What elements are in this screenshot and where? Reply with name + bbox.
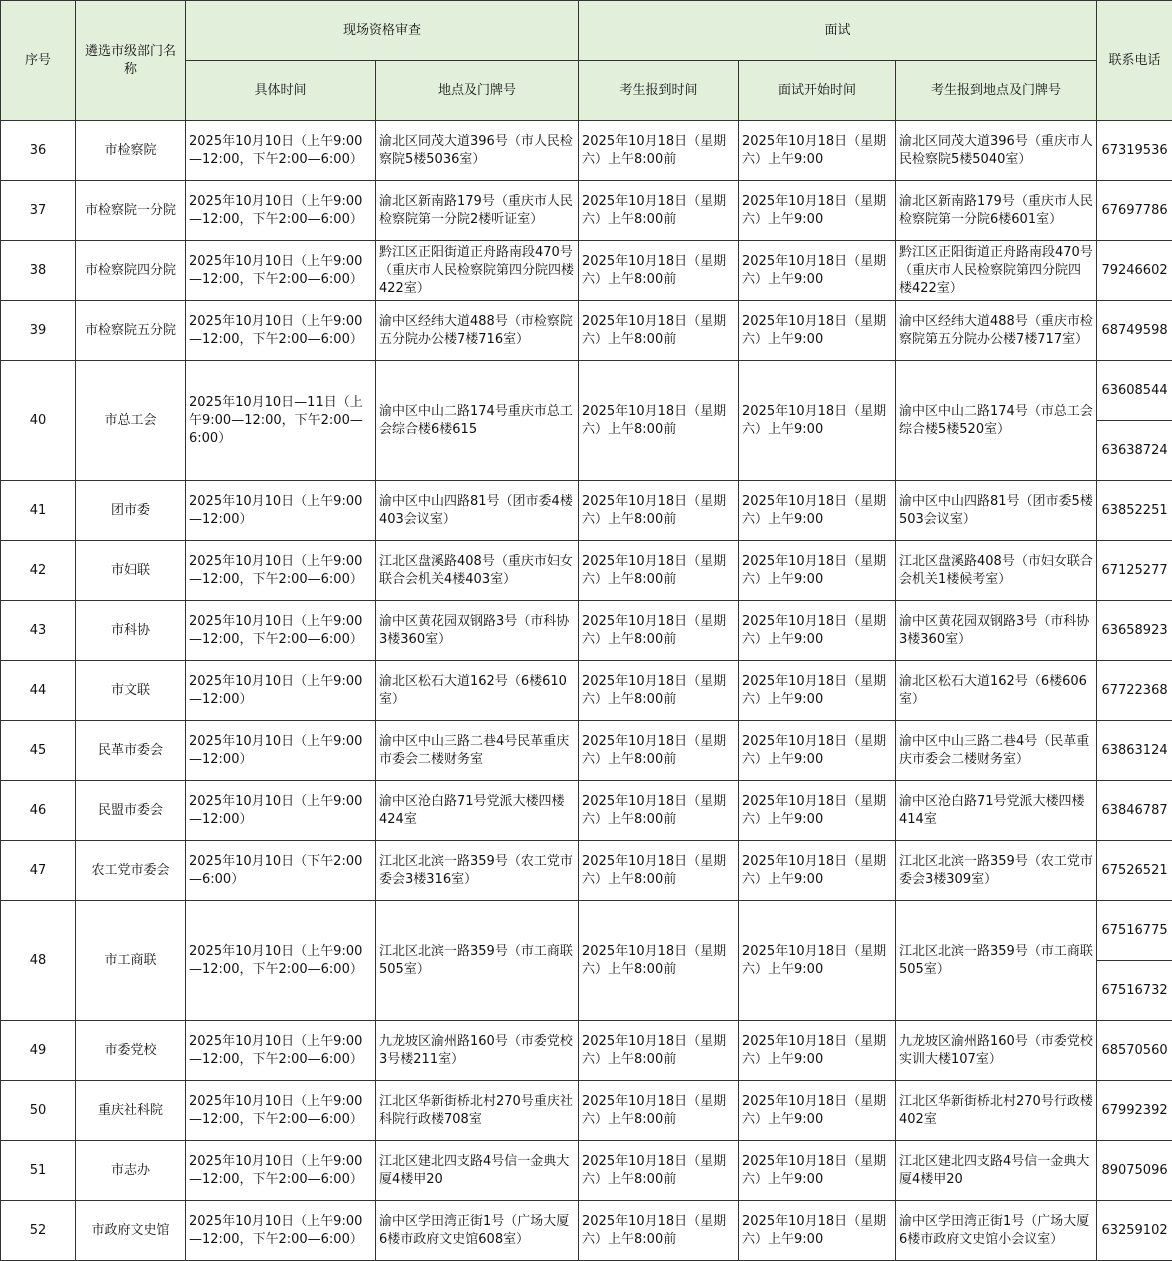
checkin-time: 2025年10月18日（星期六）上午8:00前 [579,481,739,541]
review-place: 黔江区正阳街道正舟路南段470号（重庆市人民检察院第四分院四楼422室） [376,241,579,301]
review-place: 渝北区松石大道162号（6楼610室） [376,661,579,721]
checkin-time: 2025年10月18日（星期六）上午8:00前 [579,1141,739,1201]
interview-start-time: 2025年10月18日（星期六）上午9:00 [739,181,896,241]
interview-start-time: 2025年10月18日（星期六）上午9:00 [739,241,896,301]
review-place: 江北区北滨一路359号（农工党市委会3楼316室） [376,841,579,901]
review-time: 2025年10月10日（上午9:00—12:00） [186,721,376,781]
row-number: 43 [1,601,76,661]
contact-phone: 67125277 [1097,541,1172,601]
table-header [1,1,1172,121]
checkin-time: 2025年10月18日（星期六）上午8:00前 [579,661,739,721]
department-name: 市总工会 [76,361,186,481]
department-name: 市检察院一分院 [76,181,186,241]
review-place: 渝中区黄花园双钢路3号（市科协3楼360室） [376,601,579,661]
interview-start-time: 2025年10月18日（星期六）上午9:00 [739,721,896,781]
interview-start-time: 2025年10月18日（星期六）上午9:00 [739,121,896,181]
contact-phone: 67992392 [1097,1081,1172,1141]
row-number: 40 [1,361,76,481]
review-place: 渝中区中山二路174号重庆市总工会综合楼6楼615 [376,361,579,481]
interview-start-time: 2025年10月18日（星期六）上午9:00 [739,1141,896,1201]
row-number: 52 [1,1201,76,1261]
header-place: 地点及门牌号 [376,61,579,121]
department-name: 农工党市委会 [76,841,186,901]
checkin-time: 2025年10月18日（星期六）上午8:00前 [579,241,739,301]
checkin-place: 渝中区沧白路71号党派大楼四楼414室 [896,781,1097,841]
contact-phone: 63658923 [1097,601,1172,661]
checkin-place: 渝北区同茂大道396号（重庆市人民检察院5楼5040室） [896,121,1097,181]
checkin-time: 2025年10月18日（星期六）上午8:00前 [579,901,739,1021]
review-place: 江北区北滨一路359号（市工商联505室） [376,901,579,1021]
checkin-time: 2025年10月18日（星期六）上午8:00前 [579,781,739,841]
checkin-time: 2025年10月18日（星期六）上午8:00前 [579,721,739,781]
row-number: 36 [1,121,76,181]
checkin-time: 2025年10月18日（星期六）上午8:00前 [579,1081,739,1141]
review-place: 江北区建北四支路4号信一金典大厦4楼甲20 [376,1141,579,1201]
contact-phone: 63638724 [1097,421,1172,481]
row-number: 48 [1,901,76,1021]
department-name: 团市委 [76,481,186,541]
review-time: 2025年10月10日（下午2:00—6:00） [186,841,376,901]
checkin-place: 渝中区中山四路81号（团市委5楼503会议室） [896,481,1097,541]
table-row [1,541,1172,601]
table-row [1,121,1172,181]
review-place: 渝中区中山四路81号（团市委4楼403会议室） [376,481,579,541]
review-place: 渝北区同茂大道396号（市人民检察院5楼5036室） [376,121,579,181]
interview-start-time: 2025年10月18日（星期六）上午9:00 [739,781,896,841]
checkin-place: 渝中区中山三路二巷4号（民革重庆市委会二楼财务室） [896,721,1097,781]
review-place: 江北区盘溪路408号（重庆市妇女联合会机关4楼403室） [376,541,579,601]
table-row [1,601,1172,661]
table-row [1,481,1172,541]
review-place: 渝中区沧白路71号党派大楼四楼424室 [376,781,579,841]
review-time: 2025年10月10日（上午9:00—12:00，下午2:00—6:00） [186,1201,376,1261]
row-number: 41 [1,481,76,541]
header-seq: 序号 [1,1,76,121]
review-place: 渝北区新南路179号（重庆市人民检察院第一分院2楼听证室） [376,181,579,241]
interview-start-time: 2025年10月18日（星期六）上午9:00 [739,601,896,661]
table-row [1,841,1172,901]
checkin-place: 江北区北滨一路359号（市工商联505室） [896,901,1097,1021]
checkin-time: 2025年10月18日（星期六）上午8:00前 [579,841,739,901]
department-name: 民盟市委会 [76,781,186,841]
checkin-place: 渝中区中山二路174号（市总工会综合楼5楼520室） [896,361,1097,481]
checkin-place: 江北区北滨一路359号（农工党市委会3楼309室） [896,841,1097,901]
checkin-time: 2025年10月18日（星期六）上午8:00前 [579,361,739,481]
checkin-place: 江北区建北四支路4号信一金典大厦4楼甲20 [896,1141,1097,1201]
table-row [1,361,1172,421]
checkin-place: 江北区盘溪路408号（市妇女联合会机关1楼候考室） [896,541,1097,601]
table-row [1,1201,1172,1261]
contact-phone: 68570560 [1097,1021,1172,1081]
contact-phone: 63259102 [1097,1201,1172,1261]
interview-start-time: 2025年10月18日（星期六）上午9:00 [739,1081,896,1141]
review-place: 渝中区经纬大道488号（市检察院五分院办公楼7楼716室） [376,301,579,361]
contact-phone: 67516732 [1097,961,1172,1021]
interview-start-time: 2025年10月18日（星期六）上午9:00 [739,1201,896,1261]
table-row [1,661,1172,721]
contact-phone: 67516775 [1097,901,1172,961]
header-qualification-review: 现场资格审查 [186,1,579,61]
review-place: 江北区华新街桥北村270号重庆社科院行政楼708室 [376,1081,579,1141]
row-number: 42 [1,541,76,601]
checkin-time: 2025年10月18日（星期六）上午8:00前 [579,121,739,181]
checkin-place: 江北区华新街桥北村270号行政楼402室 [896,1081,1097,1141]
contact-phone: 67722368 [1097,661,1172,721]
review-place: 九龙坡区渝州路160号（市委党校3号楼211室） [376,1021,579,1081]
row-number: 39 [1,301,76,361]
review-time: 2025年10月10日（上午9:00—12:00，下午2:00—6:00） [186,241,376,301]
department-name: 市检察院五分院 [76,301,186,361]
checkin-place: 渝中区学田湾正街1号（广场大厦6楼市政府文史馆小会议室） [896,1201,1097,1261]
review-time: 2025年10月10日（上午9:00—12:00，下午2:00—6:00） [186,181,376,241]
row-number: 45 [1,721,76,781]
review-time: 2025年10月10日（上午9:00—12:00） [186,781,376,841]
contact-phone: 67526521 [1097,841,1172,901]
interview-start-time: 2025年10月18日（星期六）上午9:00 [739,661,896,721]
interview-start-time: 2025年10月18日（星期六）上午9:00 [739,361,896,481]
department-name: 市文联 [76,661,186,721]
row-number: 44 [1,661,76,721]
contact-phone: 63852251 [1097,481,1172,541]
table-row [1,901,1172,961]
interview-start-time: 2025年10月18日（星期六）上午9:00 [739,841,896,901]
row-number: 50 [1,1081,76,1141]
header-start-time: 面试开始时间 [739,61,896,121]
review-time: 2025年10月10日（上午9:00—12:00，下午2:00—6:00） [186,601,376,661]
checkin-time: 2025年10月18日（星期六）上午8:00前 [579,1201,739,1261]
checkin-place: 渝北区新南路179号（重庆市人民检察院第一分院6楼601室） [896,181,1097,241]
header-time: 具体时间 [186,61,376,121]
checkin-place: 九龙坡区渝州路160号（市委党校实训大楼107室） [896,1021,1097,1081]
review-time: 2025年10月10日（上午9:00—12:00，下午2:00—6:00） [186,1141,376,1201]
row-number: 37 [1,181,76,241]
table-row [1,301,1172,361]
contact-phone: 63846787 [1097,781,1172,841]
department-name: 重庆社科院 [76,1081,186,1141]
department-name: 市政府文史馆 [76,1201,186,1261]
review-time: 2025年10月10日（上午9:00—12:00，下午2:00—6:00） [186,541,376,601]
table-row [1,1081,1172,1141]
review-time: 2025年10月10日（上午9:00—12:00） [186,481,376,541]
interview-start-time: 2025年10月18日（星期六）上午9:00 [739,541,896,601]
interview-start-time: 2025年10月18日（星期六）上午9:00 [739,481,896,541]
contact-phone: 63863124 [1097,721,1172,781]
interview-start-time: 2025年10月18日（星期六）上午9:00 [739,901,896,1021]
table-row [1,721,1172,781]
row-number: 38 [1,241,76,301]
header-interview: 面试 [579,1,1097,61]
checkin-time: 2025年10月18日（星期六）上午8:00前 [579,301,739,361]
table-row [1,181,1172,241]
checkin-place: 黔江区正阳街道正舟路南段470号（重庆市人民检察院第四分院四楼422室） [896,241,1097,301]
department-name: 市检察院 [76,121,186,181]
department-name: 市科协 [76,601,186,661]
row-number: 46 [1,781,76,841]
header-dept: 遴选市级部门名称 [76,1,186,121]
department-name: 市工商联 [76,901,186,1021]
review-time: 2025年10月10日（上午9:00—12:00，下午2:00—6:00） [186,1021,376,1081]
header-phone: 联系电话 [1097,1,1172,121]
checkin-time: 2025年10月18日（星期六）上午8:00前 [579,601,739,661]
interview-start-time: 2025年10月18日（星期六）上午9:00 [739,301,896,361]
checkin-place: 渝中区黄花园双钢路3号（市科协3楼360室） [896,601,1097,661]
review-time: 2025年10月10日—11日（上午9:00—12:00，下午2:00—6:00） [186,361,376,481]
table-body [1,121,1172,1261]
table-row [1,1141,1172,1201]
interview-start-time: 2025年10月18日（星期六）上午9:00 [739,1021,896,1081]
contact-phone: 79246602 [1097,241,1172,301]
header-checkin-place: 考生报到地点及门牌号 [896,61,1097,121]
contact-phone: 67319536 [1097,121,1172,181]
review-time: 2025年10月10日（上午9:00—12:00，下午2:00—6:00） [186,121,376,181]
row-number: 51 [1,1141,76,1201]
row-number: 49 [1,1021,76,1081]
table-row [1,1021,1172,1081]
department-name: 市志办 [76,1141,186,1201]
table-row [1,241,1172,301]
contact-phone: 67697786 [1097,181,1172,241]
review-time: 2025年10月10日（上午9:00—12:00） [186,661,376,721]
department-name: 市委党校 [76,1021,186,1081]
checkin-time: 2025年10月18日（星期六）上午8:00前 [579,1021,739,1081]
review-place: 渝中区中山三路二巷4号民革重庆市委会二楼财务室 [376,721,579,781]
contact-phone: 89075096 [1097,1141,1172,1201]
review-time: 2025年10月10日（上午9:00—12:00，下午2:00—6:00） [186,301,376,361]
checkin-place: 渝中区经纬大道488号（重庆市检察院第五分院办公楼7楼717室） [896,301,1097,361]
header-checkin-time: 考生报到时间 [579,61,739,121]
review-time: 2025年10月10日（上午9:00—12:00，下午2:00—6:00） [186,1081,376,1141]
checkin-place: 渝北区松石大道162号（6楼606室） [896,661,1097,721]
department-name: 市检察院四分院 [76,241,186,301]
row-number: 47 [1,841,76,901]
checkin-time: 2025年10月18日（星期六）上午8:00前 [579,181,739,241]
review-place: 渝中区学田湾正街1号（广场大厦6楼市政府文史馆608室） [376,1201,579,1261]
department-name: 民革市委会 [76,721,186,781]
checkin-time: 2025年10月18日（星期六）上午8:00前 [579,541,739,601]
review-time: 2025年10月10日（上午9:00—12:00，下午2:00—6:00） [186,901,376,1021]
contact-phone: 68749598 [1097,301,1172,361]
contact-phone: 63608544 [1097,361,1172,421]
department-name: 市妇联 [76,541,186,601]
table-row [1,781,1172,841]
